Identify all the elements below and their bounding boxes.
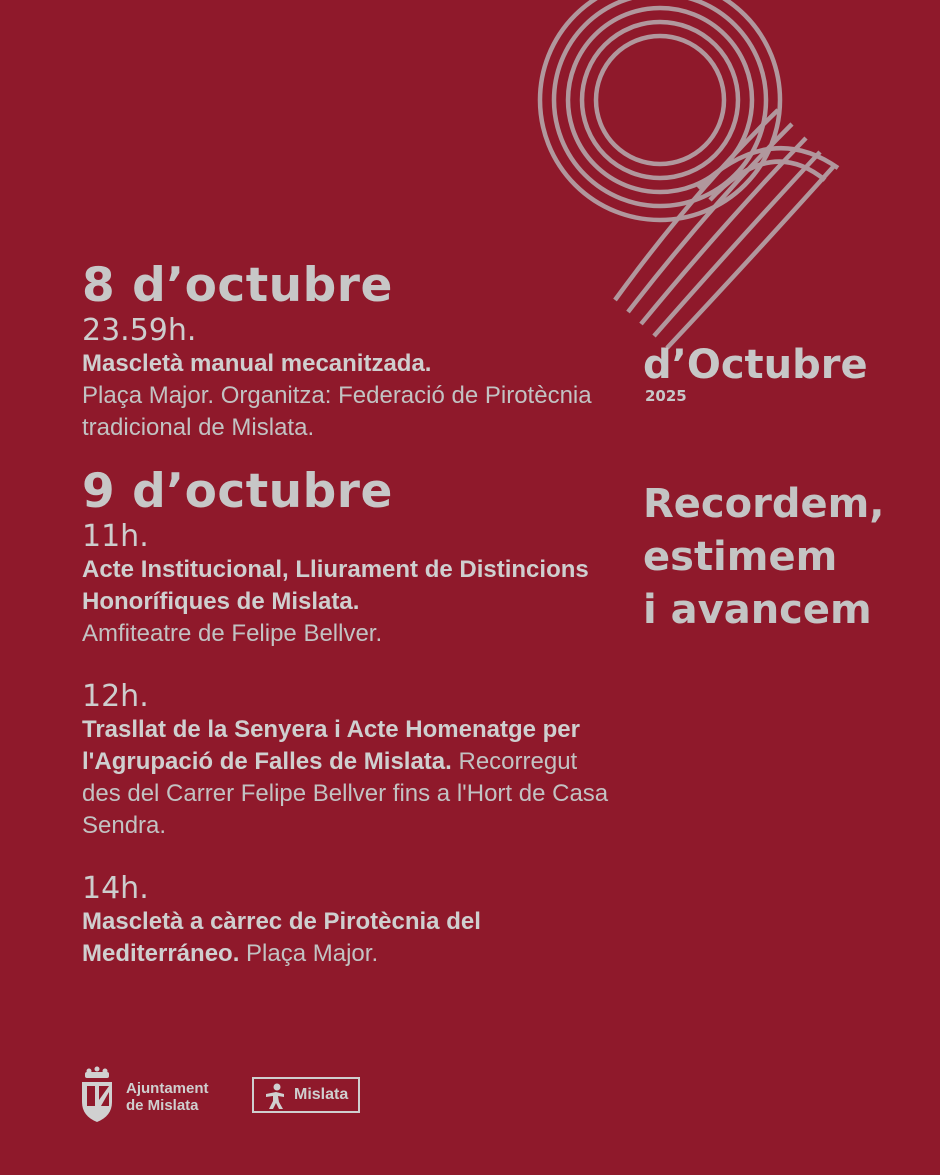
badge-label: Mislata [294,1086,349,1103]
day-title: 9 d’octubre [82,464,393,519]
header-year: 2025 [645,387,687,405]
mislata-badge [252,1077,360,1113]
crest-icon [80,1066,114,1124]
header-date: d’Octubre [643,342,868,388]
event-time: 23.59h. [82,313,197,348]
slogan-line: i avancem [643,587,872,633]
event-name: Mascletà a càrrec de Pirotècnia del Mediterráneo. [82,908,481,967]
schedule [82,258,622,970]
event-name: Mascletà manual mecanitzada. [82,350,432,377]
day-title: 8 d’octubre [82,258,393,313]
event-detail: Plaça Major. Organitza: Federació de Pirotècnia tradicional de Mislata. [82,382,592,441]
event-description [82,714,622,842]
slogan-line: estimem [643,534,838,580]
event-name: Trasllat de la Senyera i Acte Homenatge per l'Agrupació de Falles de Mislata. [82,716,580,775]
walking-figure-icon [262,1082,290,1110]
ajuntament-label [126,1080,209,1114]
event-time: 11h. [82,519,149,554]
event-name: Acte Institucional, Lliurament de Distincions Honorífiques de Mislata. [82,556,589,615]
ajuntament-line: Ajuntament [126,1080,209,1097]
event-description [82,348,622,444]
ajuntament-line: de Mislata [126,1097,199,1114]
slogan-line: Recordem, [643,481,885,527]
event-detail: Amfiteatre de Felipe Bellver. [82,620,383,647]
header-block [643,342,933,637]
day-block [82,258,622,444]
slogan [643,478,933,637]
event-time: 14h. [82,871,149,906]
event-time: 12h. [82,679,149,714]
event-description [82,906,622,970]
day-block [82,464,622,970]
event-detail: Plaça Major. [246,940,379,967]
event-description [82,554,622,650]
event-detail: Recorregut des del Carrer Felipe Bellver fins a l'Hort de Casa Sendra. [82,748,609,839]
footer [80,1066,480,1126]
